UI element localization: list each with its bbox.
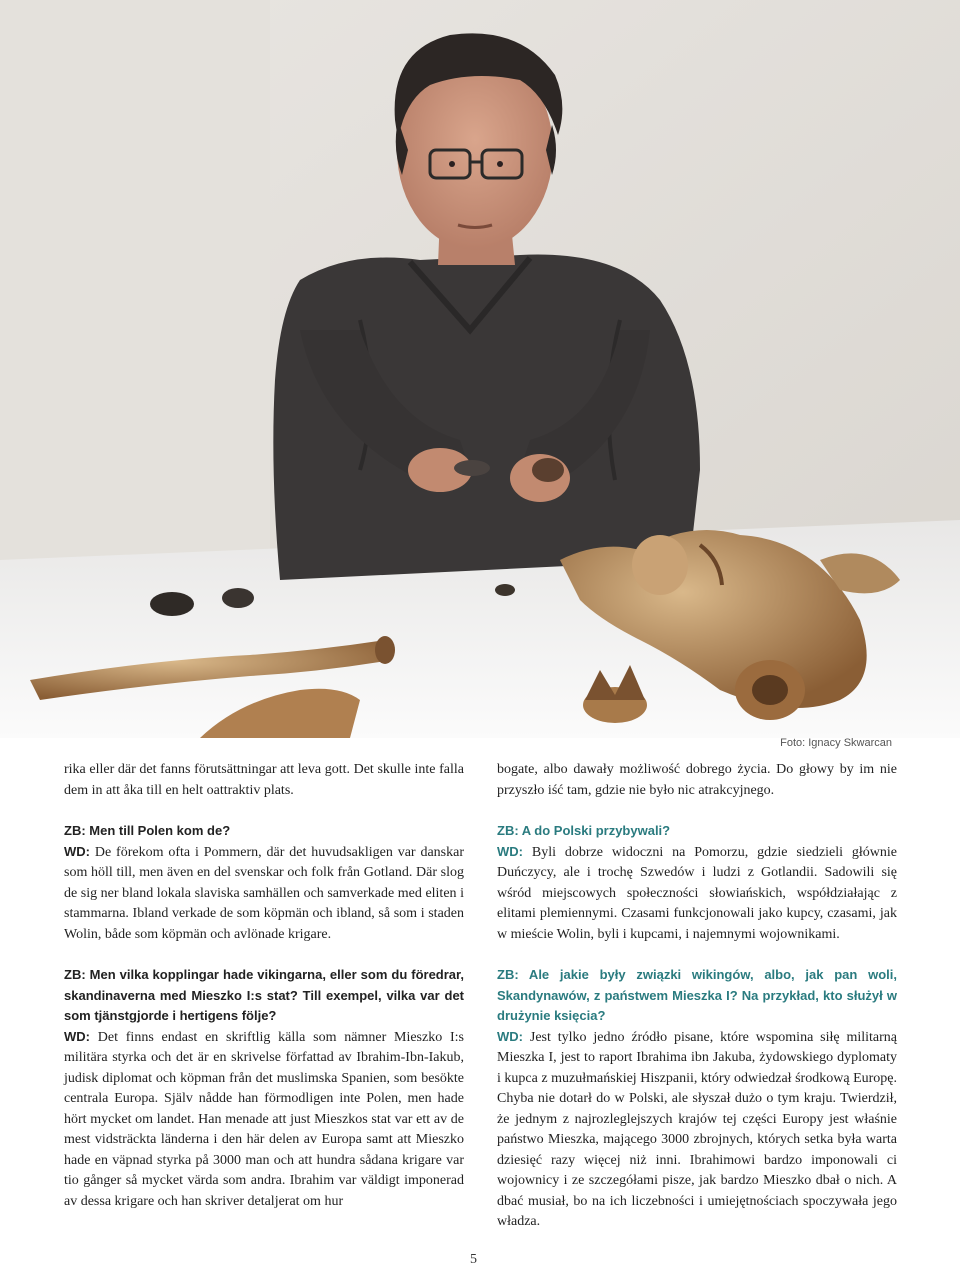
page-number: 5	[470, 1252, 477, 1267]
answer-2: WD: Det finns endast en skriftlig källa som nämner Mieszko I:s militära styrka och det är en skrivelse författad av Ibrahim-Ibn-Iakub, judisk diplomat och köpman från det muslimska Spanien, som besökte centrala Europa. Själv nådde han förmodligen inte Polen, men hade hört mycket om landet. Han menade att just Mieszkos stat var ett av de mest vidsträckta länderna i den här delen av Europa samt att Mieszko hade en väpnad styrka på 3000 man och att hundra sådana krigare var tio gånger så mycket värda som andra. Ibrahim var väldigt imponerad av dessa krigare och han skriver detaljerat om hur	[64, 1028, 464, 1209]
answer-label: WD:	[497, 843, 523, 859]
swedish-column	[64, 760, 464, 1212]
answer-label: WD:	[64, 1028, 90, 1044]
answer-1: WD: De förekom ofta i Pommern, där det huvudsakligen var danskar som höll till, men även en del svenskar och folk från Gotland. Där slog de sig ner bland lokala slaviska samhällen och samverkade med eliten i stammarna. Ibland verkade de som köpmän och ibland, så som i staden Wolin, både som köpmän och avlönade krigare.	[64, 843, 464, 942]
answer-label: WD:	[64, 843, 90, 859]
question-2: ZB: Men vilka kopplingar hade vikingarna, eller som du föredrar, skandinaverna med Mieszko I:s stat? Till exempel, vilka var det som tjänstgjorde i hertigens följe?	[64, 967, 464, 1023]
question-2: ZB: Ale jakie były związki wikingów, albo, jak pan woli, Skandynawów, z państwem Mieszka I? Na przykład, kto służył w drużynie księcia?	[497, 967, 897, 1023]
paragraph-intro: rika eller där det fanns förutsättningar att leva gott. Det skulle inte falla dem in att åka till en helt oattraktiv plats.	[64, 762, 464, 798]
polish-column	[497, 760, 897, 1233]
answer-1: WD: Byli dobrze widoczni na Pomorzu, gdzie siedzieli głównie Duńczycy, ale i trochę Szwedów i ludzi z Gotlandii. Sadowili się wśród miejscowych społeczności słowiańskich, współdziałając z elitami plemiennymi. Czasami funkcjonowali jako kupcy, czasami, jak w mieście Wolin, byli i kupcami, i najemnymi wojownikami.	[497, 843, 897, 942]
answer-2: WD: Jest tylko jedno źródło pisane, które wspomina siłę militarną Mieszka I, jest to raport Ibrahima ibn Jakuba, żydowskiego dyplomaty i kupca z muzułmańskiej Hiszpanii, który odwiedzał środkową Europę. Chyba nie dotarł do w Polski, ale słyszał dużo o tym kraju. Twierdził, że jednym z najrozleglejszych krajów tej części Europy jest właśnie państwo Mieszka, mającego 3000 zbrojnych, których setka była warta dziesięć razy więcej niż inni. Ibrahimowi bardzo imponowali ci wojownicy i ze szczegółami pisze, jak bardzo Mieszko dbał o nich. A dbać musiał, bo na ich liczebności i umiejętnościach spoczywała jego władza.	[497, 1028, 897, 1229]
answer-label: WD:	[497, 1028, 523, 1044]
paragraph-intro: bogate, albo dawały możliwość dobrego życia. Do głowy by im nie przyszło iść tam, gdzie nie było nic atrakcyjnego.	[497, 762, 897, 798]
question-1: ZB: A do Polski przybywali?	[497, 823, 671, 838]
photo-credit: Foto: Ignacy Skwarcan	[780, 737, 892, 749]
question-1: ZB: Men till Polen kom de?	[64, 823, 231, 838]
